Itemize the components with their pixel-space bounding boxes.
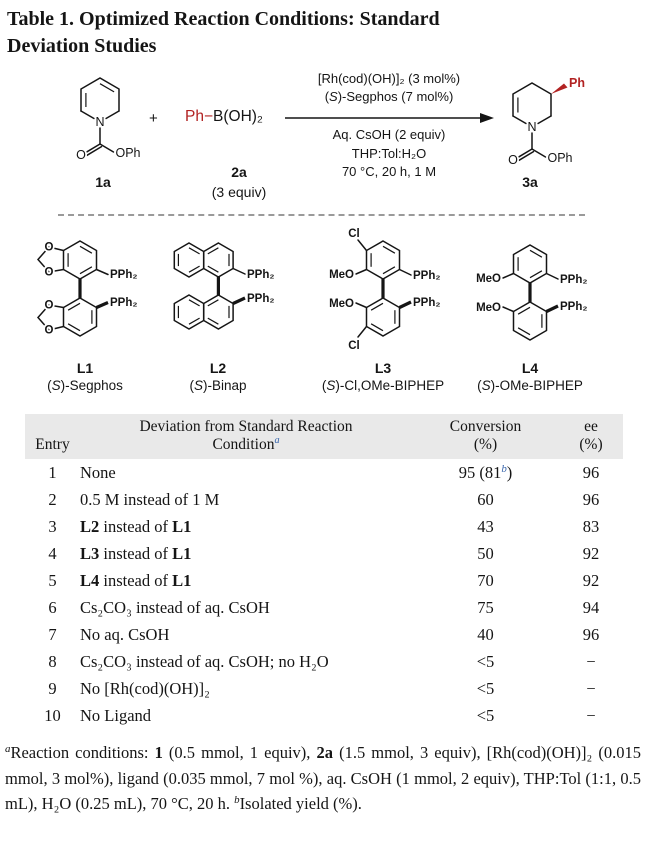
- stereo-wedge: [551, 84, 568, 95]
- cell-entry: 10: [44, 705, 61, 725]
- cell-entry: 5: [48, 570, 57, 590]
- cell-conversion: <5: [476, 678, 495, 698]
- cell-conversion: 43: [477, 516, 494, 536]
- condition-solvent: THP:Tol:H₂O: [351, 145, 427, 161]
- cell-entry: 6: [48, 597, 57, 617]
- pph2-label: PPh₂: [247, 293, 275, 305]
- cell-deviation: No aq. CsOH: [80, 624, 170, 644]
- pph2-label: PPh₂: [247, 269, 275, 281]
- ligand-id-l4: L4: [521, 360, 539, 376]
- cell-entry: 1: [48, 462, 57, 482]
- cell-ee: 92: [582, 543, 600, 563]
- cell-conversion: 95 (81$^b$): [458, 462, 513, 482]
- table-row: [25, 459, 623, 486]
- table-row: [25, 540, 623, 567]
- chloro-label: Cl: [348, 228, 360, 240]
- ophenyl-label: OPh: [115, 146, 141, 160]
- chloro-label: Cl: [348, 340, 360, 352]
- cell-ee: 92: [582, 570, 600, 590]
- compound-label-3a: 3a: [522, 174, 538, 190]
- table-header: [25, 414, 623, 459]
- methoxy-label: MeO: [476, 302, 501, 314]
- table-row: [25, 594, 623, 621]
- table-row: [25, 621, 623, 648]
- structure-3a: [477, 58, 627, 183]
- cell-entry: 3: [48, 516, 57, 536]
- cell-ee: −: [586, 651, 596, 671]
- ophenyl-label: OPh: [547, 151, 573, 165]
- compound-label-2a: 2a: [231, 164, 247, 180]
- cell-deviation: L4 instead of L1: [80, 570, 192, 590]
- cell-deviation: 0.5 M instead of 1 M: [80, 489, 220, 509]
- condition-temp-time: 70 °C, 20 h, 1 M: [341, 164, 437, 179]
- cell-ee: 94: [582, 597, 600, 617]
- compound-label-1a: 1a: [95, 174, 111, 190]
- structure-l1: [28, 222, 153, 344]
- cell-entry: 7: [48, 624, 57, 644]
- ligand-id-l2: L2: [209, 360, 227, 376]
- ligand-id-l1: L1: [76, 360, 94, 376]
- cell-entry: 4: [48, 543, 57, 563]
- cell-conversion: 60: [477, 489, 494, 509]
- reaction-arrow: [283, 111, 495, 125]
- oxygen-label: O: [44, 299, 54, 312]
- ligand-name-l4: (S)-OMe-BIPHEP: [477, 378, 583, 393]
- pph2-label: PPh₂: [560, 274, 588, 286]
- pph2-label: PPh₂: [413, 297, 441, 309]
- conditions-above: [285, 70, 493, 106]
- table-row: [25, 567, 623, 594]
- cell-ee: 83: [582, 516, 600, 536]
- dashed-divider: [58, 214, 585, 216]
- structure-l4: [468, 226, 618, 348]
- cell-deviation: L3 instead of L1: [80, 543, 192, 563]
- oxygen-label: O: [44, 324, 54, 337]
- header-ee: ee (%): [559, 414, 623, 459]
- header-entry: Entry: [25, 414, 80, 459]
- pph2-label: PPh₂: [560, 301, 588, 313]
- table-row: [25, 513, 623, 540]
- reagent-formula: Ph−B(OH)₂: [185, 108, 263, 125]
- pph2-label: PPh₂: [110, 297, 138, 309]
- structure-l3: [321, 218, 476, 358]
- header-conversion: Conversion (%): [412, 414, 559, 459]
- table-body: [25, 459, 623, 729]
- table-row: [25, 675, 623, 702]
- oxygen-label: O: [76, 148, 86, 162]
- condition-ligand: (S)-Segphos (7 mol%): [324, 89, 454, 104]
- cell-conversion: 75: [477, 597, 494, 617]
- reaction-scheme: [0, 58, 645, 220]
- table-row: [25, 648, 623, 675]
- header-deviation: Deviation from Standard Reaction Condition$^a$: [80, 414, 412, 459]
- conditions-below: [285, 126, 493, 182]
- condition-base: Aq. CsOH (2 equiv): [332, 127, 446, 142]
- cell-deviation: None: [80, 462, 116, 482]
- pph2-label: PPh₂: [413, 270, 441, 282]
- cell-deviation: No Ligand: [80, 705, 152, 725]
- pph2-label: PPh₂: [110, 269, 138, 281]
- cell-conversion: <5: [476, 651, 495, 671]
- table-row: [25, 702, 623, 729]
- title-line2: Deviation Studies: [7, 35, 157, 57]
- cell-deviation: L2 instead of L1: [80, 516, 192, 536]
- ligand-id-l3: L3: [374, 360, 392, 376]
- methoxy-label: MeO: [329, 298, 354, 310]
- methoxy-label: MeO: [329, 269, 354, 281]
- oxygen-label: O: [44, 241, 54, 254]
- oxygen-label: O: [508, 153, 518, 167]
- phenyl-label: Ph: [569, 76, 585, 90]
- reagent-equiv: (3 equiv): [211, 184, 267, 200]
- cell-ee: 96: [582, 624, 600, 644]
- nitrogen-label: N: [95, 115, 105, 129]
- cell-deviation: Cs₂CO₃ instead of aq. CsOH; no H₂O: [80, 651, 329, 671]
- plus-sign: +: [149, 110, 158, 127]
- cell-ee: 96: [582, 489, 600, 509]
- cell-entry: 2: [48, 489, 57, 509]
- cell-conversion: 40: [477, 624, 494, 644]
- cell-deviation: No [Rh(cod)(OH)]₂: [80, 678, 210, 698]
- oxygen-label: O: [44, 266, 54, 279]
- table-row: [25, 486, 623, 513]
- ligand-name-l1: (S)-Segphos: [47, 378, 123, 393]
- cell-conversion: 70: [477, 570, 494, 590]
- cell-deviation: Cs₂CO₃ instead of aq. CsOH: [80, 597, 270, 617]
- title-line1: Table 1. Optimized Reaction Conditions: Standard: [7, 8, 440, 30]
- condition-catalyst: [Rh(cod)(OH)]₂ (3 mol%): [317, 71, 461, 86]
- ligand-gallery: [0, 222, 645, 402]
- cell-ee: 96: [582, 462, 600, 482]
- cell-conversion: <5: [476, 705, 495, 725]
- footnote: $^a$Reaction conditions: 1 (0.5 mmol, 1 equiv), 2a (1.5 mmol, 3 equiv), [Rh(cod)(OH)]₂ (0.015 mmol, 3 mol%), ligand (0.035 mmol, 7 mol %), aq. CsOH (1 mmol, 2 equiv), THP:Tol (1:1, 0.5 mL), H₂O (0.25 mL), 70 °C, 20 h. $^b$Isolated yield (%).: [5, 743, 641, 814]
- results-table: [25, 414, 623, 729]
- cell-conversion: 50: [477, 543, 494, 563]
- cell-ee: −: [586, 705, 596, 725]
- cell-entry: 8: [48, 651, 57, 671]
- methoxy-label: MeO: [476, 273, 501, 285]
- cell-ee: −: [586, 678, 596, 698]
- ligand-name-l2: (S)-Binap: [189, 378, 247, 393]
- cell-entry: 9: [48, 678, 57, 698]
- ligand-name-l3: (S)-Cl,OMe-BIPHEP: [321, 378, 445, 393]
- nitrogen-label: N: [527, 120, 537, 134]
- structure-l2: [162, 222, 292, 344]
- table-title: [7, 6, 607, 60]
